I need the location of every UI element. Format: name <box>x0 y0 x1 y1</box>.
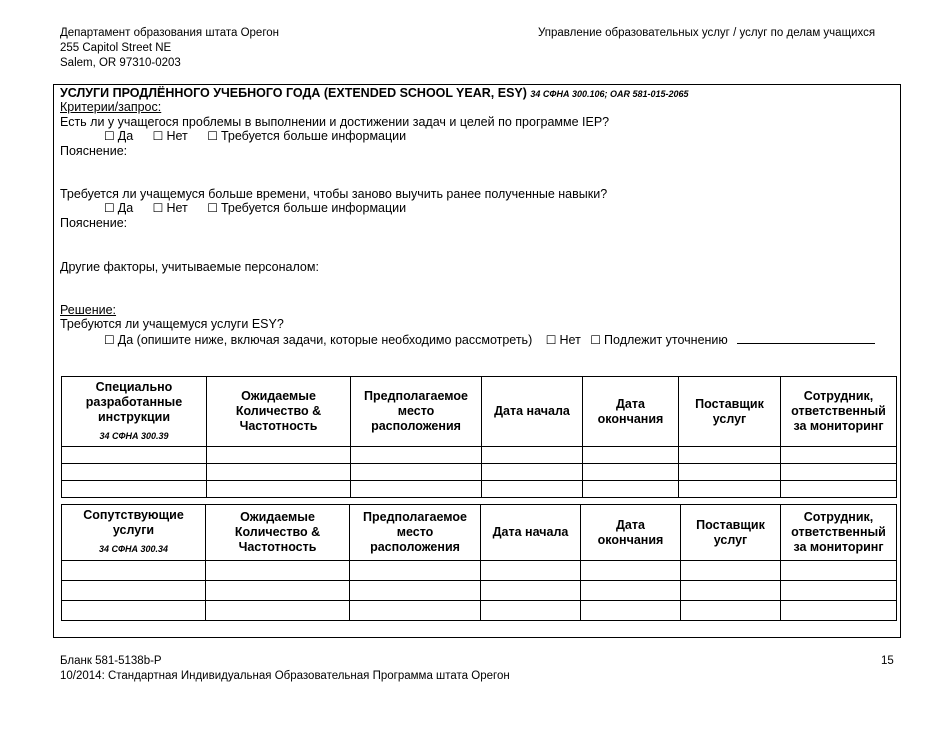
checkbox-icon: ☐ <box>207 201 218 215</box>
decision-label: Решение: <box>60 303 117 317</box>
other-factors-label: Другие факторы, учитываемые персоналом: <box>60 260 319 274</box>
q1-more-info-option[interactable]: ☐ Требуется больше информации <box>207 129 407 143</box>
question-1-options <box>104 129 422 143</box>
specially-designed-instruction-table <box>61 376 897 498</box>
checkbox-icon: ☐ <box>104 129 115 143</box>
criteria-label: Критерии/запрос: <box>60 100 162 114</box>
table2-citation: 34 СФНА 300.34 <box>98 544 169 554</box>
decision-no-option[interactable]: ☐ Нет <box>545 333 581 347</box>
col-header-provider: Поставщик услуг <box>681 505 781 561</box>
checkbox-icon: ☐ <box>104 201 115 215</box>
col-header-quantity: Ожидаемые Количество & Частотность <box>207 377 351 447</box>
question-1: Есть ли у учащегося проблемы в выполнении и достижении задач и целей по программе IEP? <box>60 115 610 129</box>
checkbox-icon: ☐ <box>152 129 164 143</box>
col-header-start-date: Дата начала <box>481 505 581 561</box>
agency-name: Департамент образования штата Орегон <box>60 27 280 39</box>
question-2-options <box>104 201 422 215</box>
office-name: Управление образовательных услуг / услуг по делам учащихся <box>538 27 876 39</box>
q1-yes-option[interactable]: ☐ Да <box>104 129 134 143</box>
footer-info <box>60 654 510 684</box>
table-row <box>62 481 897 498</box>
col-header-monitor: Сотрудник, ответственный за мониторинг <box>781 505 897 561</box>
table-header-row <box>62 377 897 447</box>
decision-tbd-blank[interactable] <box>737 332 875 344</box>
table-row <box>62 464 897 481</box>
decision-question: Требуются ли учащемуся услуги ESY? <box>60 317 284 331</box>
col-header-provider: Поставщик услуг <box>679 377 781 447</box>
col-header-instruction: Специально разработанные инструкции 34 СФНА 300.39 <box>62 377 207 447</box>
page-number: 15 <box>881 655 894 667</box>
col-header-start-date: Дата начала <box>482 377 583 447</box>
col-header-location: Предполагаемое место расположения <box>350 505 481 561</box>
decision-tbd-option[interactable]: ☐ Подлежит уточнению <box>590 333 728 347</box>
col-header-monitor: Сотрудник, ответственный за мониторинг <box>781 377 897 447</box>
street-address: 255 Capitol Street NE <box>60 42 172 54</box>
table-header-row <box>62 505 897 561</box>
q1-no-option[interactable]: ☐ Нет <box>152 129 188 143</box>
decision-yes-option[interactable]: ☐ Да (опишите ниже, включая задачи, которые необходимо рассмотреть) <box>104 333 533 347</box>
checkbox-icon: ☐ <box>152 201 164 215</box>
col-header-related-services: Сопутствующие услуги 34 СФНА 300.34 <box>62 505 206 561</box>
q2-yes-option[interactable]: ☐ Да <box>104 201 134 215</box>
form-description: 10/2014: Стандартная Индивидуальная Образовательная Программа штата Орегон <box>60 670 510 682</box>
question-2: Требуется ли учащемуся больше времени, чтобы заново выучить ранее полученные навыки? <box>60 187 608 201</box>
q2-more-info-option[interactable]: ☐ Требуется больше информации <box>207 201 407 215</box>
section-citation: 34 СФНА 300.106; OAR 581-015-2065 <box>530 89 689 99</box>
col-header-quantity: Ожидаемые Количество & Частотность <box>206 505 350 561</box>
checkbox-icon: ☐ <box>104 333 115 347</box>
table-row <box>62 601 897 621</box>
col-header-location: Предполагаемое место расположения <box>351 377 482 447</box>
decision-options <box>104 332 875 347</box>
section-title-text: УСЛУГИ ПРОДЛЁННОГО УЧЕБНОГО ГОДА (EXTENDED SCHOOL YEAR, ESY) <box>60 86 527 100</box>
q1-explanation-label: Пояснение: <box>60 144 128 158</box>
table-row <box>62 447 897 464</box>
q2-explanation-label: Пояснение: <box>60 216 128 230</box>
checkbox-icon: ☐ <box>207 129 218 143</box>
table1-citation: 34 СФНА 300.39 <box>99 430 169 441</box>
agency-address <box>60 26 279 71</box>
city-zip: Salem, OR 97310-0203 <box>60 57 181 69</box>
checkbox-icon: ☐ <box>590 333 602 347</box>
form-number: Бланк 581-5138b-P <box>60 655 162 667</box>
col-header-end-date: Дата окончания <box>581 505 681 561</box>
q2-no-option[interactable]: ☐ Нет <box>152 201 188 215</box>
section-title <box>60 86 689 101</box>
col-header-end-date: Дата окончания <box>583 377 679 447</box>
checkbox-icon: ☐ <box>545 333 557 347</box>
related-services-table <box>61 504 897 621</box>
table-row <box>62 561 897 581</box>
table-row <box>62 581 897 601</box>
